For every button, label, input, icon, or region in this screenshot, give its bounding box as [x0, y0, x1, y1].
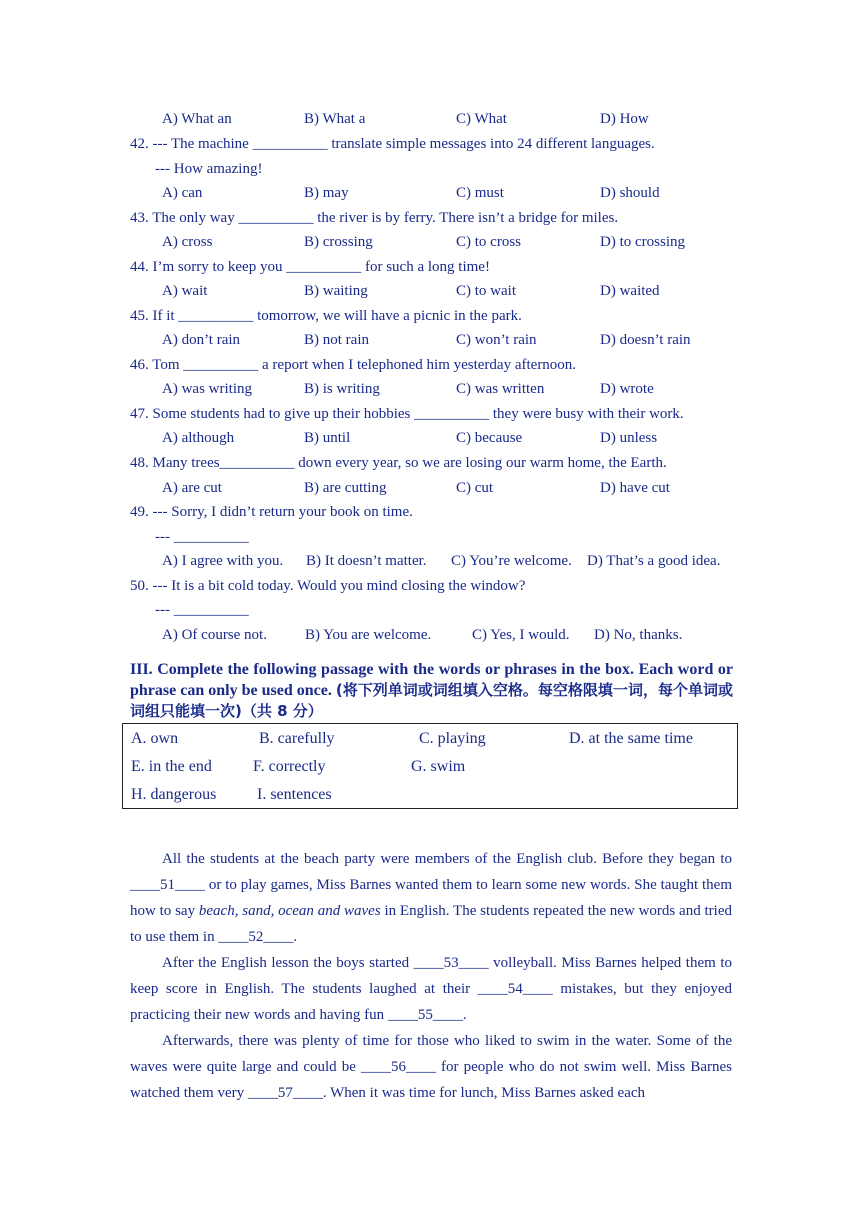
passage-p1-text-b: in English. The students repeated the new words and tried to use them in ____52____. [130, 903, 732, 945]
q49-option-b: B) It doesn’t matter. [306, 553, 427, 569]
q44-option-a: A) wait [162, 283, 208, 299]
q44-option-b: B) waiting [304, 283, 368, 299]
q46-stem: 46. Tom __________ a report when I telephoned him yesterday afternoon. [130, 357, 577, 373]
q47-stem: 47. Some students had to give up their hobbies __________ they were busy with their work. [130, 406, 684, 422]
q41-option-c: C) What [456, 111, 507, 127]
q46-option-b: B) is writing [304, 381, 380, 397]
section-3-heading [130, 659, 733, 722]
q42-stem-2: --- How amazing! [155, 161, 263, 177]
q45-option-b: B) not rain [304, 332, 369, 348]
q48-option-b: B) are cutting [304, 480, 387, 496]
word-box-item: A. own [131, 730, 179, 747]
word-box-item: D. at the same time [569, 730, 693, 747]
q42-option-d: D) should [600, 185, 660, 201]
q50-option-c: C) Yes, I would. [472, 627, 570, 643]
q49-stem: 49. --- Sorry, I didn’t return your book on time. [130, 504, 413, 520]
q50-stem-2: --- __________ [155, 602, 249, 618]
q42-option-c: C) must [456, 185, 504, 201]
q50-option-b: B) You are welcome. [305, 627, 432, 643]
q46-option-a: A) was writing [162, 381, 252, 397]
q43-option-b: B) crossing [304, 234, 373, 250]
q49-stem-2: --- __________ [155, 529, 249, 545]
word-box-item: E. in the end [131, 758, 212, 775]
q45-option-c: C) won’t rain [456, 332, 537, 348]
q45-option-a: A) don’t rain [162, 332, 241, 348]
passage-paragraph-1 [130, 846, 732, 950]
q46-option-c: C) was written [456, 381, 545, 397]
q44-option-c: C) to wait [456, 283, 516, 299]
q50-option-d: D) No, thanks. [594, 627, 683, 643]
q43-option-a: A) cross [162, 234, 213, 250]
word-box-item: I. sentences [257, 786, 332, 803]
word-box [122, 723, 738, 809]
word-box-item: F. correctly [253, 758, 326, 775]
passage-paragraph-3: Afterwards, there was plenty of time for those who liked to swim in the water. Some of the waves were quite large and could be ____56____ for people who do not swim well. Miss Barnes watched them very ____57____. When it was time for lunch, Miss Barnes asked each [130, 1033, 732, 1101]
q44-stem: 44. I’m sorry to keep you __________ for such a long time! [130, 259, 490, 275]
word-box-item: H. dangerous [131, 786, 217, 803]
passage-paragraph-2: After the English lesson the boys started ____53____ volleyball. Miss Barnes helped them to keep score in English. The students laughed at their ____54____ mistakes, but they enjoyed practicing their new words and having fun ____55____. [130, 955, 732, 1023]
q41-option-b: B) What a [304, 111, 366, 127]
q44-option-d: D) waited [600, 283, 660, 299]
word-box-item: B. carefully [259, 730, 335, 747]
q43-option-c: C) to cross [456, 234, 521, 250]
q43-stem: 43. The only way __________ the river is by ferry. There isn’t a bridge for miles. [130, 210, 619, 226]
q47-option-a: A) although [162, 430, 235, 446]
q48-option-a: A) are cut [162, 480, 222, 496]
q49-option-d: D) That’s a good idea. [587, 553, 721, 569]
q49-option-c: C) You’re welcome. [451, 553, 572, 569]
q48-option-d: D) have cut [600, 480, 670, 496]
q42-option-b: B) may [304, 185, 349, 201]
q42-option-a: A) can [162, 185, 203, 201]
q50-option-a: A) Of course not. [162, 627, 267, 643]
q41-option-d: D) How [600, 111, 649, 127]
q48-option-c: C) cut [456, 480, 494, 496]
q45-stem: 45. If it __________ tomorrow, we will have a picnic in the park. [130, 308, 522, 324]
q48-stem: 48. Many trees__________ down every year, so we are losing our warm home, the Earth. [130, 455, 667, 471]
passage [130, 846, 732, 1106]
q46-option-d: D) wrote [600, 381, 654, 397]
q49-option-a: A) I agree with you. [162, 553, 284, 569]
word-box-item: C. playing [419, 730, 486, 747]
q47-option-b: B) until [304, 430, 351, 446]
q50-stem: 50. --- It is a bit cold today. Would you mind closing the window? [130, 578, 526, 594]
q47-option-d: D) unless [600, 430, 658, 446]
section-3-heading-en: III. Complete the following passage with the words or phrases in the box. Each word or phrase can only be used once. [130, 661, 733, 699]
passage-p1-text-a: All the students at the beach party were members of the English club. Before they began to ____51____ or to play games, Miss Barnes wanted them to learn some new words. She taught them how to say [130, 851, 732, 919]
q41-option-a: A) What an [162, 111, 232, 127]
word-box-item: G. swim [411, 758, 466, 775]
q45-option-d: D) doesn’t rain [600, 332, 691, 348]
q47-option-c: C) because [456, 430, 523, 446]
q42-stem: 42. --- The machine __________ translate simple messages into 24 different languages. [130, 136, 655, 152]
section-3-heading-cn: (将下列单词或词组填入空格。每空格限填一词，每个单词或词组只能填一次)（共 8 分） [130, 681, 734, 720]
q43-option-d: D) to crossing [600, 234, 685, 250]
passage-p1-italic: beach, sand, ocean and waves [198, 903, 381, 919]
